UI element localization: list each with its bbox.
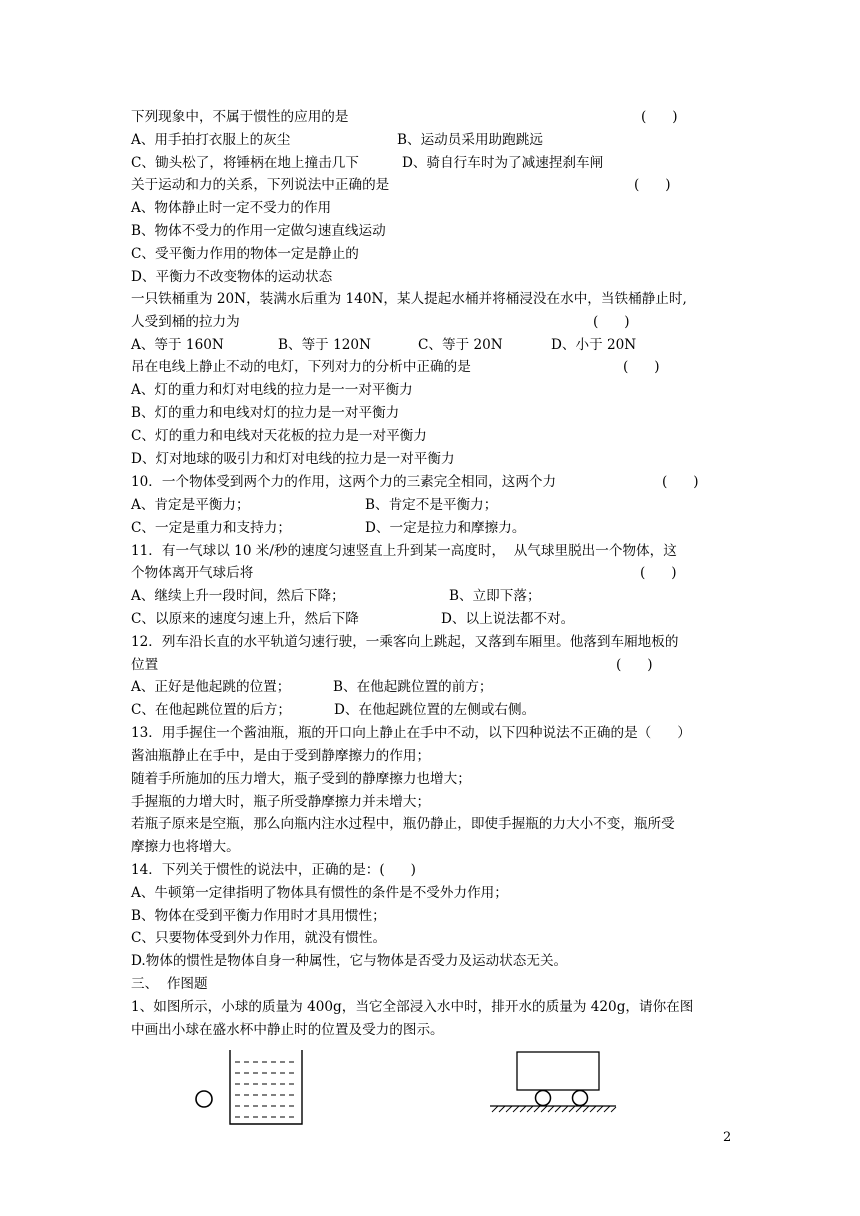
option-b: B、在他起跳位置的前方； [333,679,493,695]
water-cup [230,1050,302,1124]
option-a: A、肯定是平衡力； [131,497,250,513]
cart-figure [488,1046,618,1136]
option-a: A、物体静止时一定不受力的作用 [131,200,332,216]
answer-paren: ( ) [593,314,630,330]
option-c: C、受平衡力作用的物体一定是静止的 [131,246,359,262]
option-c: C、以原来的速度匀速上升，然后下降 [131,611,359,627]
q13-stem: 13．用手握住一个酱油瓶，瓶的开口向上静止在手中不动，以下四种说法不正确的是（ ） [131,725,691,741]
option-b: B、物体不受力的作用一定做匀速直线运动 [131,223,386,239]
answer-paren: ( ) [640,565,677,581]
q12-stem-line1: 12．列车沿长直的水平轨道匀速行驶，一乘客向上跳起，又落到车厢里。他落到车厢地板的 [131,634,679,650]
option-b: B、物体在受到平衡力作用时才具用惯性； [131,908,386,924]
option-d: D、骑自行车时为了减速捏刹车闸 [402,155,604,171]
answer-paren: ( ) [662,474,699,490]
page-number: 2 [723,1130,732,1145]
option-b: B、灯的重力和电线对灯的拉力是一对平衡力 [131,405,400,421]
option-a: A、正好是他起跳的位置； [131,679,291,695]
option-d: D、灯对地球的吸引力和灯对电线的拉力是一对平衡力 [131,451,455,467]
option-a: A、继续上升一段时间，然后下降； [131,588,345,604]
q-lamp-stem: 吊在电线上静止不动的电灯，下列对力的分析中正确的是 [131,359,471,375]
ball [196,1091,212,1107]
statement-1: 酱油瓶静止在手中，是由于受到静摩擦力的作用； [131,748,431,764]
option-b: B、等于 120N [278,337,371,353]
option-b: B、立即下落； [449,588,541,604]
answer-paren: ( ) [616,657,653,673]
option-c: C、在他起跳位置的后方； [131,702,291,718]
q11-stem-line2: 个物体离开气球后将 [131,565,254,581]
q12-stem-line2: 位置 [131,657,159,673]
statement-3: 手握瓶的力增大时，瓶子所受静摩擦力并未增大； [131,794,431,810]
answer-paren: ( ) [623,359,660,375]
option-d: D、一定是拉力和摩擦力。 [365,520,526,536]
statement-2: 随着手所施加的压力增大，瓶子受到的静摩擦力也增大； [131,771,471,787]
q10-stem: 10．一个物体受到两个力的作用，这两个力的三素完全相同，这两个力 [131,474,557,490]
water-surface-lines [235,1062,298,1117]
option-d: D、平衡力不改变物体的运动状态 [131,269,333,285]
option-b: B、运动员采用助跑跳远 [397,132,543,148]
option-a: A、牛顿第一定律指明了物体具有惯性的条件是不受外力作用； [131,885,508,901]
option-c: C、只要物体受到外力作用，就没有惯性。 [131,930,387,946]
option-b: B、肯定不是平衡力； [365,497,498,513]
option-d: D、小于 20N [551,337,637,353]
statement-4-line2: 摩擦力也将增大。 [131,839,240,855]
ball-and-cup-figure [190,1046,320,1136]
cart-wheel-left [536,1091,551,1106]
section-heading: 三、 作图题 [131,976,208,992]
ground-hatching [492,1106,616,1112]
option-d: D、以上说法都不对。 [441,611,575,627]
option-d: D、在他起跳位置的左侧或右侧。 [334,702,536,718]
drawing-q1-line1: 1、如图所示，小球的质量为 400g，当它全部浸入水中时，排开水的质量为 420g，请你在图 [131,999,694,1015]
answer-paren: ( ) [634,177,671,193]
option-a: A、灯的重力和灯对电线的拉力是一一对平衡力 [131,382,413,398]
q14-stem: 14．下列关于惯性的说法中，正确的是：( ) [131,862,416,878]
cart-wheel-right [573,1091,588,1106]
option-c: C、灯的重力和电线对天花板的拉力是一对平衡力 [131,428,427,444]
statement-4-line1: 若瓶子原来是空瓶，那么向瓶内注水过程中，瓶仍静止，即使手握瓶的力大小不变，瓶所受 [131,816,675,832]
option-c: C、等于 20N [418,337,503,353]
cart-body [517,1052,599,1090]
q7-stem: 下列现象中，不属于惯性的应用的是 [131,109,349,125]
drawing-q1-line2: 中画出小球在盛水杯中静止时的位置及受力的图示。 [131,1022,444,1038]
option-a: A、等于 160N [131,337,224,353]
q11-stem-line1: 11．有一气球以 10 米/秒的速度匀速竖直上升到某一高度时， 从气球里脱出一个物体，这 [131,543,677,559]
option-c: C、一定是重力和支持力； [131,520,291,536]
q8-stem: 关于运动和力的关系，下列说法中正确的是 [131,177,390,193]
q9-stem-line2: 人受到桶的拉力为 [131,314,240,330]
q9-stem-line1: 一只铁桶重为 20N，装满水后重为 140N，某人提起水桶并将桶浸没在水中，当铁桶静止时, [131,291,687,307]
answer-paren: ( ) [641,109,678,125]
option-d: D.物体的惯性是物体自身一种属性，它与物体是否受力及运动状态无关。 [131,953,568,969]
option-a: A、用手拍打衣服上的灰尘 [131,132,291,148]
option-c: C、锄头松了，将锤柄在地上撞击几下 [131,155,359,171]
